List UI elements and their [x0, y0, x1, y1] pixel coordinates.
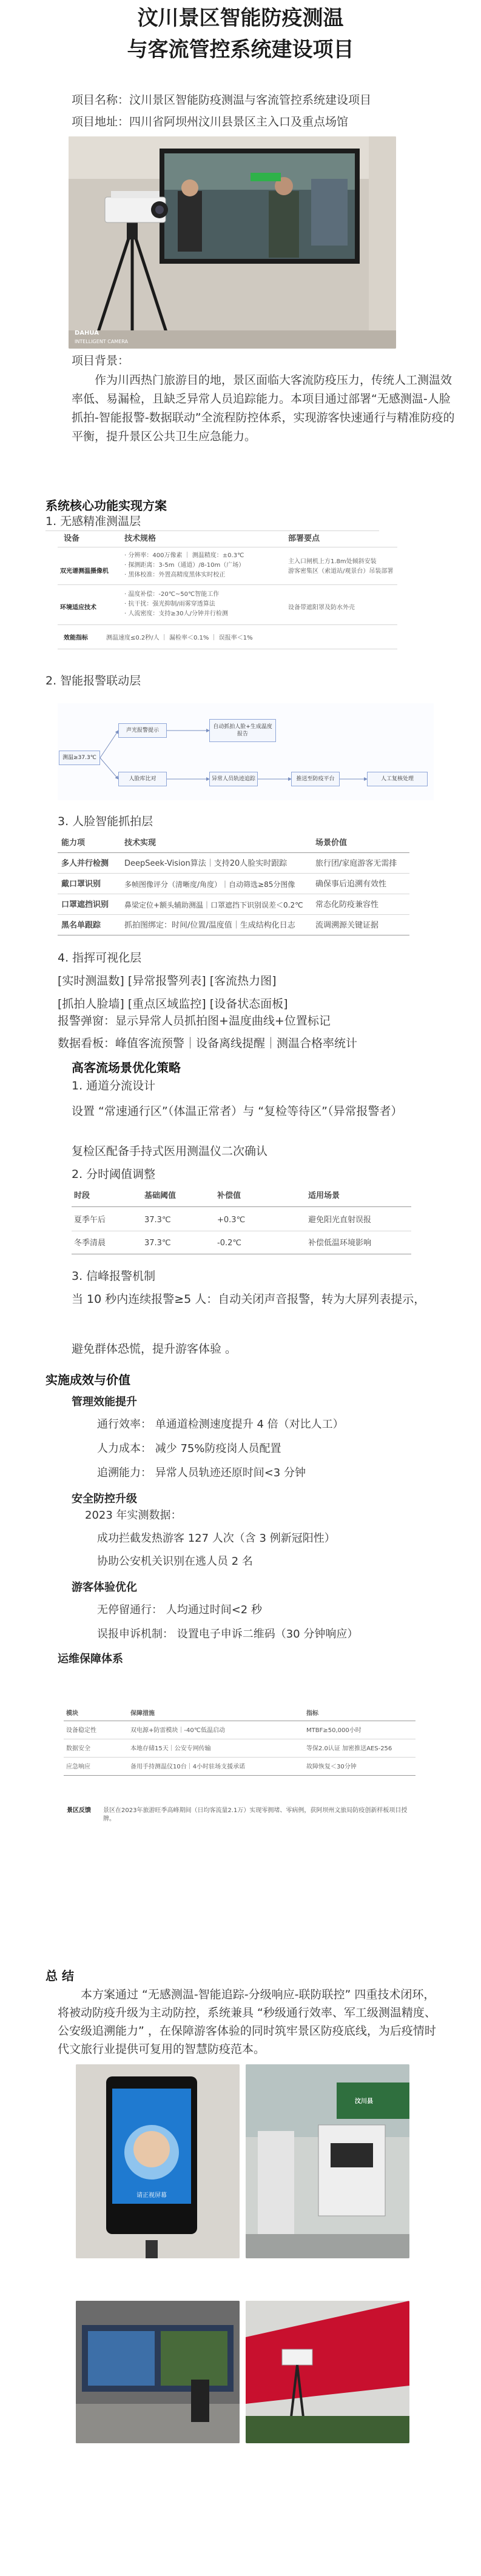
table3-row1-comp: +0.3℃ — [217, 1216, 246, 1225]
table2-row3-col2: 鼻梁定位+额头辅助测温｜口罩遮挡下识别误差＜0.2℃ — [124, 901, 303, 909]
table1-row2-spec2: · 抗干扰：强光抑制/雨雾穿透算法 — [124, 601, 215, 607]
photo-watermark-brand: DAHUA — [75, 330, 99, 336]
table4-row3-metric: 故障恢复＜30分钟 — [306, 1764, 357, 1770]
security-intercept: 成功拦截发热游客 127 人次（含 3 例新冠阳性） — [97, 1532, 335, 1545]
photo-watermark-sub: INTELLIGENT CAMERA — [75, 339, 128, 344]
table2-header-capability: 能力项 — [61, 838, 86, 848]
table4-header-metric: 指标 — [306, 1710, 318, 1717]
background-text: 作为川西热门旅游目的地，景区面临大客流防疫压力，传统人工测温效率低、易漏检，且缺乏异常人员追踪能力。本项目通过部署“无感测温-人脸抓拍-智能报警-数据联动”全流程防控体系，实现游客快速通行与精准防疫的平衡，提升景区公共卫生应急能力。 — [72, 373, 455, 443]
table1-row1-spec3: · 黑体校准：外置高精度黑体实时校正 — [124, 572, 226, 578]
table2-row4-col3: 流调溯源关键证据 — [315, 921, 379, 930]
table3-row2-period: 冬季清晨 — [74, 1239, 106, 1248]
page-title-line2: 与客流管控系统建设项目 — [127, 38, 354, 62]
viz-panels-line1: [实时测温数] [异常报警列表] [客流热力图] — [58, 974, 277, 988]
table1-row2-deploy1: 设备带遮阳罩及防水外壳 — [288, 604, 355, 611]
security-data-year: 2023 年实测数据： — [85, 1509, 182, 1522]
experience-no-stop: 无停留通行： 人均通过时间<2 秒 — [97, 1604, 262, 1616]
group-experience: 游客体验优化 — [72, 1581, 137, 1594]
subsection-threshold: 2. 分时阈值调整 — [72, 1168, 156, 1181]
efficiency-pass: 通行效率： 单通道检测速度提升 4 倍（对比人工） — [97, 1418, 344, 1431]
viz-alarm-popup: 报警弹窗：显示异常人员抓拍图+温度曲线+位置标记 — [58, 1014, 331, 1028]
table3-row2-base: 37.3℃ — [144, 1239, 171, 1248]
summary-title: 总 结 — [45, 1969, 74, 1983]
table1-footer: 测温速度≤0.2秒/人 ｜ 漏检率＜0.1% ｜ 误报率＜1% — [106, 635, 253, 641]
summary-text: 本方案通过 “无感测温-智能追踪-分级响应-联防联控” 四重技术闭环，将被动防疫升级为主动防控，系统兼具 “秒级通行效率、军工级测温精度、公安级追溯能力” ，在保障游客体验的同时筑牢景区防疫底线，为后疫情时代文旅行业提供可复用的智慧防疫范本。 — [58, 1988, 436, 2056]
viz-dashboard: 数据看板：峰值客流预警｜设备离线提醒｜测温合格率统计 — [58, 1037, 358, 1050]
flow-node-face-compare: 人脸库比对 — [118, 772, 167, 786]
kiosk-sign-text: 汶川县 — [355, 2098, 373, 2105]
table1-header-deploy: 部署要点 — [288, 534, 320, 543]
table4-header-measure: 保障措施 — [130, 1710, 155, 1717]
outdoor-camera-photo — [246, 2301, 409, 2443]
maintenance-table — [64, 1708, 415, 1796]
security-police: 协助公安机关识别在逃人员 2 名 — [97, 1555, 253, 1568]
page-title-line1: 汶川景区智能防疫测温 — [137, 6, 344, 30]
section-high-traffic-title: 高客流场景优化策略 — [72, 1060, 181, 1075]
table2-header-value: 场景价值 — [315, 838, 348, 848]
flow-node-trace: 异常人员轨迹追踪 — [209, 772, 258, 786]
subsection-temperature-layer: 1. 无感精准测温层 — [45, 515, 141, 528]
table3-header-period: 时段 — [74, 1191, 90, 1200]
section-maintenance-title: 运维保障体系 — [58, 1653, 123, 1665]
channel-split-text: 设置 “常速通行区”（体温正常者）与 “复检等待区”（异常报警者） — [72, 1105, 403, 1118]
group-security: 安全防控升级 — [72, 1493, 137, 1505]
face-capture-table — [58, 837, 409, 940]
efficiency-labor: 人力成本： 减少 75%防疫岗人员配置 — [97, 1442, 281, 1455]
table3-row1-scene: 避免阳光直射误报 — [308, 1216, 372, 1225]
table1-row2-spec1: · 温度补偿：-20℃~50℃智能工作 — [124, 591, 220, 598]
table2-row4-col1: 黑名单跟踪 — [61, 921, 101, 930]
table2-row4-col2: 抓拍图绑定：时间/位置/温度值｜生成结构化日志 — [124, 921, 295, 930]
kiosk-photo — [246, 2064, 409, 2258]
section-outcome-title: 实施成效与价值 — [45, 1373, 130, 1387]
table4-row3-measure: 备用手持测温仪10台｜4小时驻场支援承诺 — [130, 1764, 246, 1770]
table4-row2-measure: 本地存储15天｜公安专网传输 — [130, 1745, 211, 1752]
table4-row2-metric: 等保2.0认证 加密推送AES-256 — [306, 1745, 392, 1752]
table3-row2-scene: 补偿低温环境影响 — [308, 1239, 372, 1248]
flow-node-handle: 人工复核处理 — [367, 772, 428, 786]
subsection-alarm-layer: 2. 智能报警联动层 — [45, 674, 141, 687]
table3-header-scene: 适用场景 — [308, 1191, 340, 1200]
threshold-table — [72, 1188, 411, 1261]
subsection-visual-layer: 4. 指挥可视化层 — [58, 951, 142, 965]
subsection-face-layer: 3. 人脸智能抓拍层 — [58, 815, 153, 828]
experience-appeal: 误报申诉机制： 设置电子申诉二维码（30 分钟响应） — [97, 1628, 358, 1641]
subsection-peak-alarm: 3. 信峰报警机制 — [72, 1270, 156, 1283]
section-core-functions-title: 系统核心功能实现方案 — [45, 498, 167, 513]
peak-alarm-text: 当 10 秒内连续报警≥5 人：自动关闭声音报警，转为大屏列表提示， — [72, 1293, 426, 1306]
table3-row2-comp: -0.2℃ — [217, 1239, 241, 1248]
table1-row2-device: 环境适应技术 — [60, 604, 96, 611]
table1-row1-spec2: · 探测距离：3-5m（通道）/8-10m（广场） — [124, 562, 245, 569]
table2-row1-col3: 旅行团/家庭游客无需排 — [315, 859, 397, 868]
table3-header-comp: 补偿值 — [217, 1191, 241, 1200]
monitor-station-photo — [76, 2301, 240, 2443]
flow-node-alarm: 声光报警提示 — [118, 723, 167, 738]
table2-row3-col3: 常态化防疫兼容性 — [315, 900, 379, 909]
table2-row2-col1: 戴口罩识别 — [61, 880, 101, 889]
table1-row1-device: 双光谱测温摄像机 — [60, 568, 109, 575]
table1-header-specs: 技术规格 — [124, 534, 156, 543]
table2-row2-col3: 确保事后追溯有效性 — [315, 880, 387, 889]
alarm-flow-diagram — [58, 703, 434, 800]
face-terminal-photo — [76, 2064, 240, 2258]
table4-row3-module: 应急响应 — [66, 1764, 90, 1770]
table2-row3-col1: 口罩遮挡识别 — [61, 900, 109, 909]
terminal-screen-text: 请正视屏幕 — [136, 2192, 167, 2199]
table4-row1-measure: 双电源+防雷模块｜-40℃低温启动 — [130, 1727, 225, 1734]
feedback-label: 景区反馈 — [67, 1807, 91, 1814]
flow-node-push: 推送至防疫平台 — [291, 772, 340, 786]
table4-header-module: 模块 — [66, 1710, 78, 1717]
table1-row1-spec1: · 分辨率：400万像素 ｜ 测温精度：±0.3℃ — [124, 552, 244, 559]
recheck-text: 复检区配备手持式医用测温仪二次确认 — [72, 1145, 268, 1158]
table3-row1-period: 夏季午后 — [74, 1216, 106, 1225]
table2-row1-col2: DeepSeek-Vision算法｜支持20人脸实时跟踪 — [124, 859, 288, 868]
project-name: 项目名称：汶川景区智能防疫测温与客流管控系统建设项目 — [72, 93, 372, 107]
flow-node-capture: 自动抓拍人脸+生成温度报告 — [209, 719, 276, 742]
table3-row1-base: 37.3℃ — [144, 1216, 171, 1225]
peak-alarm-text-2: 避免群体恐慌，提升游客体验 。 — [72, 1342, 237, 1356]
efficiency-trace: 追溯能力： 异常人员轨迹还原时间<3 分钟 — [97, 1467, 306, 1479]
table1-row2-spec3: · 人流密度：支持≥30人/分钟并行检测 — [124, 611, 228, 617]
table4-row1-metric: MTBF≥50,000小时 — [306, 1727, 362, 1734]
feedback-note: 景区在2023年旅游旺季高峰期间（日均客流量2.1万）实现零拥堵、零病例，获阿坝州文旅局防疫创新样板项目授牌。 — [103, 1807, 408, 1822]
table1-footer-label: 效能指标 — [64, 635, 88, 641]
viz-panels-line2: [抓拍人脸墙] [重点区域监控] [设备状态面板] — [58, 997, 288, 1011]
table2-row2-col2: 多帧图像评分（清晰度/角度）｜自动筛选≥85分图像 — [124, 880, 295, 889]
flow-node-start: 测温≥37.3℃ — [59, 751, 100, 765]
table1-header-device: 设备 — [64, 534, 80, 543]
table4-row2-module: 数据安全 — [66, 1745, 90, 1752]
table2-row1-col1: 多人并行检测 — [61, 859, 109, 868]
subsection-channel-split: 1. 通道分流设计 — [72, 1079, 156, 1092]
table1-row1-deploy2: 游客密集区（索道站/观景台）吊装部署 — [288, 568, 394, 575]
project-location: 项目地址：四川省阿坝州汶川县景区主入口及重点场馆 — [72, 115, 349, 129]
table2-header-tech: 技术实现 — [124, 838, 156, 848]
table3-header-base: 基础阈值 — [144, 1191, 177, 1200]
table4-row1-module: 设备稳定性 — [66, 1727, 96, 1734]
background-heading: 项目背景： — [72, 354, 130, 367]
temperature-device-table — [58, 534, 397, 667]
group-efficiency: 管理效能提升 — [72, 1396, 137, 1408]
table1-row1-deploy1: 主入口闸机上方1.8m处倾斜安装 — [288, 558, 377, 565]
thermal-camera-photo — [69, 136, 396, 349]
